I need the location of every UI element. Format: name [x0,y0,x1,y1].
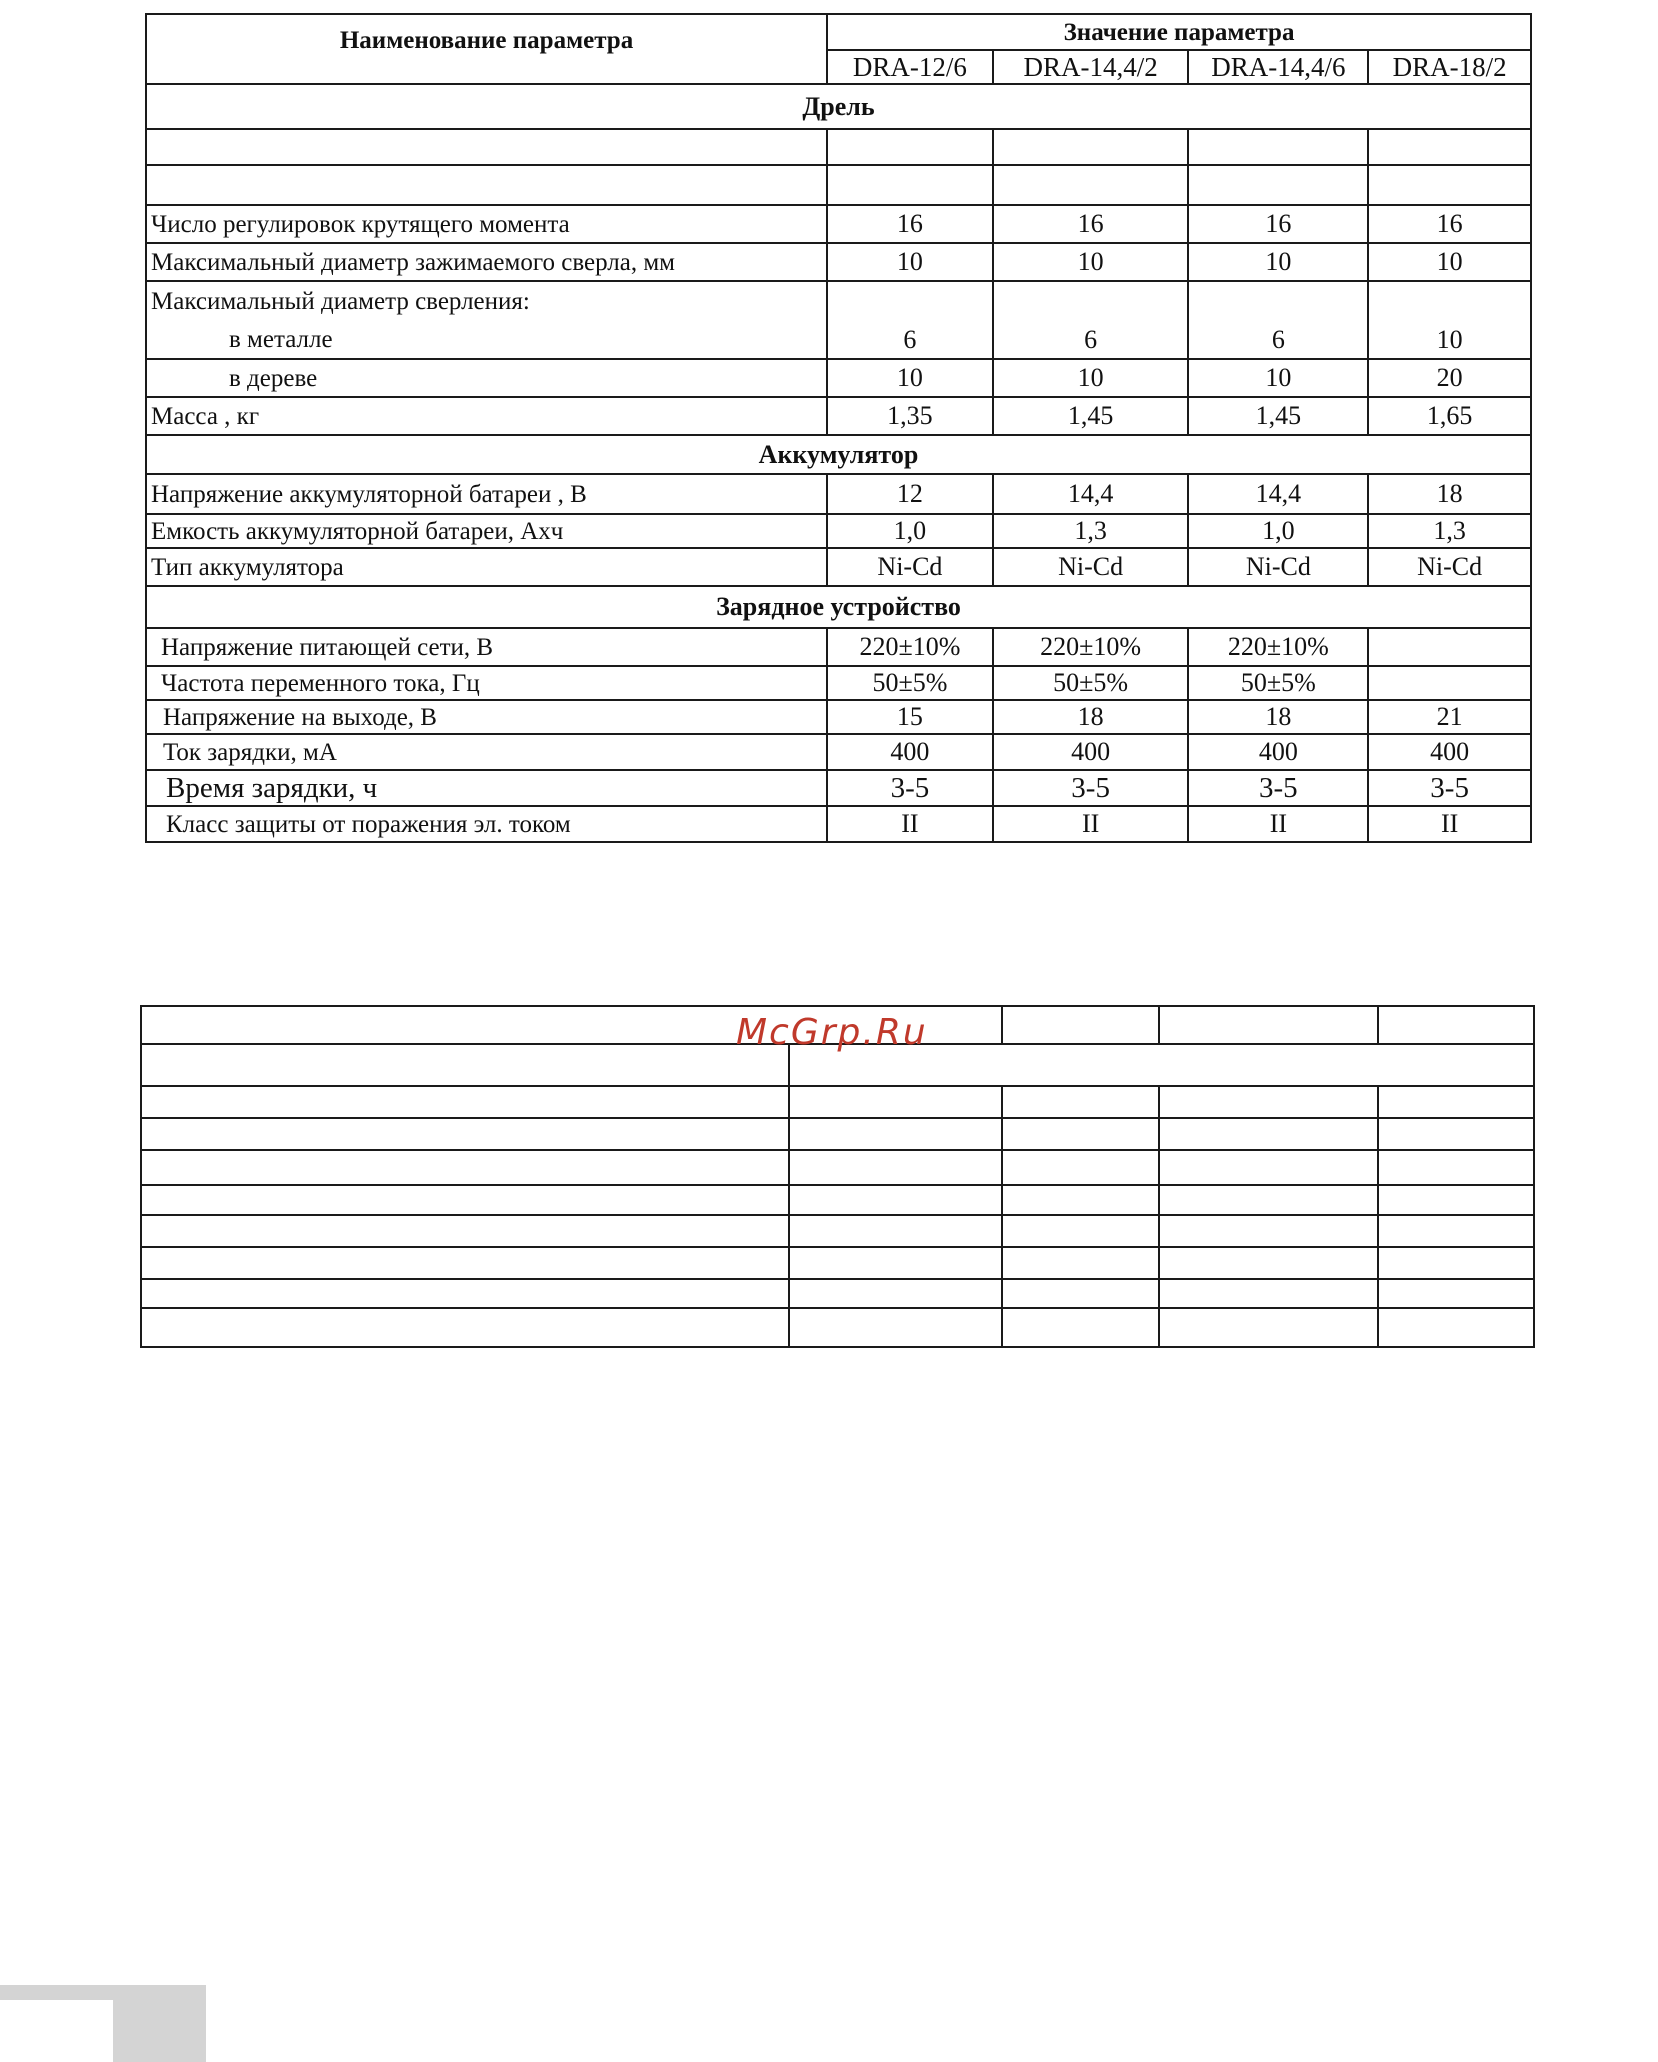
empty-cell [141,1279,789,1308]
cell-value: 6 [827,321,993,359]
row-label: Тип аккумулятора [146,548,827,586]
empty-cell [827,165,993,205]
cell-value: 18 [1188,700,1368,734]
empty-cell [1188,165,1368,205]
empty-cell [993,129,1189,165]
cell-value: 1,45 [993,397,1189,435]
table-row [146,474,1531,514]
cell-value: 14,4 [993,474,1189,514]
row-label: Ток зарядки, мА [146,734,827,770]
empty-cell [789,1150,1002,1185]
table-row [146,734,1531,770]
cell-value: 50±5% [1188,666,1368,700]
empty-cell [789,1185,1002,1215]
cell-value: 12 [827,474,993,514]
table-row [146,666,1531,700]
watermark: McGrp.Ru [736,1012,928,1053]
empty-cell [1378,1150,1534,1185]
empty-cell [1002,1247,1159,1279]
row-label: в металле [146,321,827,359]
empty-cell [141,1150,789,1185]
param-value-header: Значение параметра [827,14,1531,50]
model-header: DRA-14,4/2 [993,50,1189,84]
cell-value: 1,3 [993,514,1189,548]
empty-cell [789,1086,1002,1118]
empty-cell [1378,1006,1534,1044]
empty-cell [146,165,827,205]
row-label: Максимальный диаметр сверления: [146,281,827,321]
empty-cell [993,281,1189,321]
empty-cell [141,1308,789,1347]
cell-value: 50±5% [993,666,1189,700]
section-drill: Дрель [146,84,1531,129]
section-battery: Аккумулятор [146,435,1531,474]
table-row [146,628,1531,666]
table-row [146,129,1531,165]
empty-cell [1188,281,1368,321]
cell-value: 16 [827,205,993,243]
cell-value: 1,45 [1188,397,1368,435]
table-row [146,514,1531,548]
empty-cell [1002,1308,1159,1347]
cell-value: 10 [827,359,993,397]
cell-value [1368,628,1531,666]
empty-cell [1378,1247,1534,1279]
table-row [146,359,1531,397]
table-row [146,397,1531,435]
empty-cell [141,1185,789,1215]
cell-value: Ni-Cd [1188,548,1368,586]
cell-value: 21 [1368,700,1531,734]
row-label: Напряжение аккумуляторной батареи , В [146,474,827,514]
row-label: Максимальный диаметр зажимаемого сверла, мм [146,243,827,281]
empty-cell [789,1279,1002,1308]
row-label: Емкость аккумуляторной батареи, Аxч [146,514,827,548]
cell-value: 3-5 [1368,770,1531,806]
cell-value: 1,3 [1368,514,1531,548]
row-label: Время зарядки, ч [146,770,827,806]
cell-value: 1,65 [1368,397,1531,435]
cell-value: 10 [993,359,1189,397]
empty-cell [1159,1215,1379,1247]
cell-value: 220±10% [993,628,1189,666]
cell-value: 3-5 [993,770,1189,806]
empty-cell [1159,1150,1379,1185]
cell-value: 16 [1368,205,1531,243]
empty-cell [141,1215,789,1247]
empty-cell [1378,1215,1534,1247]
cell-value: 6 [993,321,1189,359]
page-corner-tab-inner [0,2000,113,2062]
cell-value: 400 [1368,734,1531,770]
section-charger: Зарядное устройство [146,586,1531,628]
cell-value: 14,4 [1188,474,1368,514]
table-row [146,321,1531,359]
cell-value: 400 [827,734,993,770]
cell-value: 10 [1368,243,1531,281]
empty-cell [1188,129,1368,165]
empty-cell [141,1086,789,1118]
cell-value: 50±5% [827,666,993,700]
cell-value: 16 [1188,205,1368,243]
empty-cell [1368,129,1531,165]
model-header: DRA-18/2 [1368,50,1531,84]
table-row [146,165,1531,205]
cell-value: 1,0 [1188,514,1368,548]
row-label: Масса , кг [146,397,827,435]
row-label: в дереве [146,359,827,397]
empty-cell [1002,1150,1159,1185]
empty-cell [141,1044,789,1086]
empty-cell [146,129,827,165]
param-name-header: Наименование параметра [146,14,827,84]
cell-value: 20 [1368,359,1531,397]
empty-cell [789,1247,1002,1279]
table-row [146,281,1531,321]
cell-value: 10 [1368,321,1531,359]
cell-value: 3-5 [1188,770,1368,806]
table-row [146,548,1531,586]
empty-cell [1159,1118,1379,1150]
cell-value: 400 [993,734,1189,770]
empty-cell [1378,1185,1534,1215]
row-label: Частота переменного тока, Гц [146,666,827,700]
empty-cell [1378,1086,1534,1118]
cell-value: 220±10% [827,628,993,666]
empty-cell [1002,1086,1159,1118]
cell-value: II [827,806,993,842]
cell-value: 10 [1188,359,1368,397]
empty-cell [1002,1279,1159,1308]
empty-cell [1368,281,1531,321]
empty-cell [1378,1308,1534,1347]
cell-value: 10 [827,243,993,281]
empty-cell [1159,1086,1379,1118]
empty-cell [789,1215,1002,1247]
cell-value: 3-5 [827,770,993,806]
model-header: DRA-14,4/6 [1188,50,1368,84]
empty-cell [141,1118,789,1150]
empty-cell [1159,1185,1379,1215]
empty-cell [1002,1006,1159,1044]
empty-cell [1159,1308,1379,1347]
spec-table [145,13,1532,843]
empty-cell [1378,1118,1534,1150]
cell-value: 220±10% [1188,628,1368,666]
empty-cell [1002,1118,1159,1150]
cell-value: 15 [827,700,993,734]
empty-cell [1368,165,1531,205]
empty-cell [827,129,993,165]
cell-value: 1,0 [827,514,993,548]
cell-value: II [993,806,1189,842]
cell-value: 18 [993,700,1189,734]
row-label: Напряжение питающей сети, В [146,628,827,666]
cell-value: 10 [993,243,1189,281]
row-label: Класс защиты от поражения эл. током [146,806,827,842]
empty-cell [1378,1279,1534,1308]
empty-cell [1002,1185,1159,1215]
empty-cell [1159,1006,1379,1044]
empty-cell [789,1308,1002,1347]
row-label: Число регулировок крутящего момента [146,205,827,243]
empty-cell [1159,1247,1379,1279]
row-label: Напряжение на выходе, В [146,700,827,734]
cell-value: 18 [1368,474,1531,514]
table-row [146,205,1531,243]
empty-cell [1002,1215,1159,1247]
cell-value: Ni-Cd [993,548,1189,586]
cell-value: 1,35 [827,397,993,435]
table-row [146,243,1531,281]
table-row [146,806,1531,842]
empty-table [140,1005,1535,1348]
cell-value: II [1188,806,1368,842]
empty-cell [827,281,993,321]
empty-cell [1159,1279,1379,1308]
cell-value: Ni-Cd [1368,548,1531,586]
cell-value [1368,666,1531,700]
cell-value: 400 [1188,734,1368,770]
cell-value: II [1368,806,1531,842]
empty-cell [993,165,1189,205]
empty-cell [141,1247,789,1279]
cell-value: 16 [993,205,1189,243]
table-row [146,700,1531,734]
table-row [146,770,1531,806]
cell-value: 6 [1188,321,1368,359]
cell-value: 10 [1188,243,1368,281]
cell-value: Ni-Cd [827,548,993,586]
model-header: DRA-12/6 [827,50,993,84]
empty-cell [789,1118,1002,1150]
